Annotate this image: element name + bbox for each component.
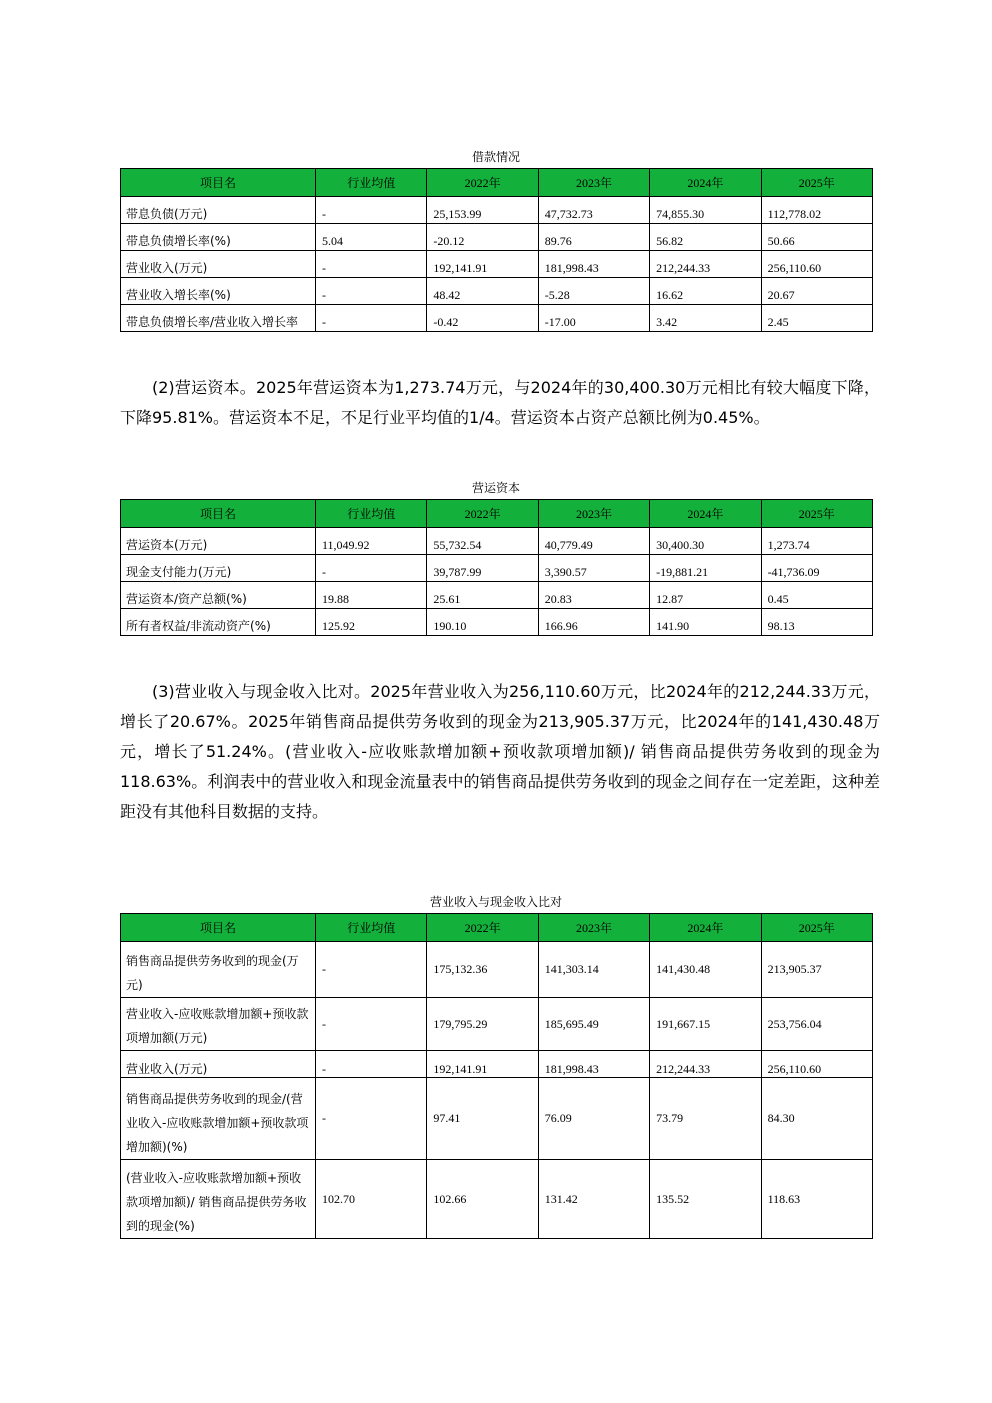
table-row	[121, 998, 873, 1051]
cell-2024: 191,667.15	[650, 998, 761, 1051]
header-2025: 2025年	[761, 500, 872, 528]
table-row	[121, 555, 873, 582]
cell-2024: 74,855.30	[650, 197, 761, 224]
cell-industry-avg: -	[316, 1078, 427, 1160]
cell-2024: 212,244.33	[650, 1051, 761, 1078]
header-2025: 2025年	[761, 914, 872, 942]
cell-2024: 141,430.48	[650, 942, 761, 998]
cell-industry-avg: 125.92	[316, 609, 427, 636]
cell-2023: 3,390.57	[538, 555, 649, 582]
table-row	[121, 305, 873, 332]
row-label: 带息负债(万元)	[121, 197, 316, 224]
cell-2025: 213,905.37	[761, 942, 872, 998]
cell-industry-avg: 5.04	[316, 224, 427, 251]
cell-industry-avg: 11,049.92	[316, 528, 427, 555]
cell-2025: 1,273.74	[761, 528, 872, 555]
cell-2024: 12.87	[650, 582, 761, 609]
cell-industry-avg: -	[316, 555, 427, 582]
borrowing-table	[120, 168, 873, 332]
cell-2025: 2.45	[761, 305, 872, 332]
cell-2022: 25.61	[427, 582, 538, 609]
cell-2022: 179,795.29	[427, 998, 538, 1051]
table-header-row	[121, 914, 873, 942]
revenue-cash-table	[120, 913, 873, 1239]
header-item-name: 项目名	[121, 169, 316, 197]
cell-2025: 50.66	[761, 224, 872, 251]
table-row	[121, 278, 873, 305]
table-row	[121, 1051, 873, 1078]
cell-industry-avg: 102.70	[316, 1160, 427, 1239]
cell-industry-avg: -	[316, 942, 427, 998]
cell-2023: 131.42	[538, 1160, 649, 1239]
cell-2023: 181,998.43	[538, 251, 649, 278]
cell-2023: 181,998.43	[538, 1051, 649, 1078]
cell-2022: 39,787.99	[427, 555, 538, 582]
header-industry-avg: 行业均值	[316, 914, 427, 942]
cell-2025: 253,756.04	[761, 998, 872, 1051]
row-label: 现金支付能力(万元)	[121, 555, 316, 582]
cell-2024: 73.79	[650, 1078, 761, 1160]
cell-2022: 192,141.91	[427, 1051, 538, 1078]
table-row	[121, 224, 873, 251]
header-item-name: 项目名	[121, 500, 316, 528]
cell-2022: 55,732.54	[427, 528, 538, 555]
header-2022: 2022年	[427, 169, 538, 197]
row-label: 营业收入(万元)	[121, 251, 316, 278]
row-label: 营业收入(万元)	[121, 1051, 316, 1078]
header-2022: 2022年	[427, 500, 538, 528]
cell-2023: 141,303.14	[538, 942, 649, 998]
cell-2023: 166.96	[538, 609, 649, 636]
table-row	[121, 1078, 873, 1160]
header-2024: 2024年	[650, 914, 761, 942]
row-label: 带息负债增长率/营业收入增长率	[121, 305, 316, 332]
cell-industry-avg: -	[316, 1051, 427, 1078]
header-industry-avg: 行业均值	[316, 169, 427, 197]
table-row	[121, 942, 873, 998]
header-2023: 2023年	[538, 169, 649, 197]
row-label: 营运资本/资产总额(%)	[121, 582, 316, 609]
cell-2023: 185,695.49	[538, 998, 649, 1051]
row-label: 销售商品提供劳务收到的现金(万元)	[121, 942, 316, 998]
table-header-row	[121, 169, 873, 197]
cell-2022: 102.66	[427, 1160, 538, 1239]
table-row	[121, 197, 873, 224]
working-capital-table	[120, 499, 873, 636]
cell-2023: 47,732.73	[538, 197, 649, 224]
header-2024: 2024年	[650, 500, 761, 528]
cell-2023: -17.00	[538, 305, 649, 332]
cell-2022: 25,153.99	[427, 197, 538, 224]
cell-2025: 20.67	[761, 278, 872, 305]
table-row	[121, 582, 873, 609]
cell-industry-avg: -	[316, 278, 427, 305]
header-2023: 2023年	[538, 500, 649, 528]
table-row	[121, 1160, 873, 1239]
header-2025: 2025年	[761, 169, 872, 197]
cell-2024: -19,881.21	[650, 555, 761, 582]
cell-2024: 135.52	[650, 1160, 761, 1239]
cell-2025: -41,736.09	[761, 555, 872, 582]
row-label: (营业收入-应收账款增加额+预收款项增加额)/ 销售商品提供劳务收到的现金(%)	[121, 1160, 316, 1239]
cell-2023: 89.76	[538, 224, 649, 251]
cell-2022: 97.41	[427, 1078, 538, 1160]
header-2022: 2022年	[427, 914, 538, 942]
cell-2023: 40,779.49	[538, 528, 649, 555]
header-item-name: 项目名	[121, 914, 316, 942]
row-label: 所有者权益/非流动资产(%)	[121, 609, 316, 636]
cell-2023: 20.83	[538, 582, 649, 609]
cell-2025: 256,110.60	[761, 1051, 872, 1078]
cell-2024: 3.42	[650, 305, 761, 332]
row-label: 营业收入-应收账款增加额+预收款项增加额(万元)	[121, 998, 316, 1051]
cell-2024: 212,244.33	[650, 251, 761, 278]
cell-2025: 0.45	[761, 582, 872, 609]
table-row	[121, 528, 873, 555]
cell-2022: -20.12	[427, 224, 538, 251]
header-2023: 2023年	[538, 914, 649, 942]
cell-2025: 84.30	[761, 1078, 872, 1160]
cell-2022: 190.10	[427, 609, 538, 636]
cell-2024: 56.82	[650, 224, 761, 251]
row-label: 营业收入增长率(%)	[121, 278, 316, 305]
cell-2024: 16.62	[650, 278, 761, 305]
cell-industry-avg: -	[316, 251, 427, 278]
row-label: 销售商品提供劳务收到的现金/(营业收入-应收账款增加额+预收款项增加额)(%)	[121, 1078, 316, 1160]
cell-industry-avg: -	[316, 998, 427, 1051]
table3-caption: 营业收入与现金收入比对	[429, 895, 562, 909]
cell-industry-avg: 19.88	[316, 582, 427, 609]
cell-2023: 76.09	[538, 1078, 649, 1160]
header-industry-avg: 行业均值	[316, 500, 427, 528]
cell-industry-avg: -	[316, 305, 427, 332]
revenue-cash-paragraph: (3)营业收入与现金收入比对。2025年营业收入为256,110.60万元，比2024年的212,244.33万元，增长了20.67%。2025年销售商品提供劳务收到的现金为213,905.37万元，比2024年的141,430.48万元，增长了51.24%。(营业收入-应收账款增加额+预收款项增加额)/ 销售商品提供劳务收到的现金为118.63%。利润表中的营业收入和现金流量表中的销售商品提供劳务收到的现金之间存在一定差距，这种差距没有其他科目数据的支持。	[120, 682, 880, 821]
cell-2023: -5.28	[538, 278, 649, 305]
cell-2025: 112,778.02	[761, 197, 872, 224]
header-2024: 2024年	[650, 169, 761, 197]
table-header-row	[121, 500, 873, 528]
working-capital-paragraph: (2)营运资本。2025年营运资本为1,273.74万元，与2024年的30,400.30万元相比有较大幅度下降，下降95.81%。营运资本不足，不足行业平均值的1/4。营运资本占资产总额比例为0.45%。	[120, 378, 880, 427]
cell-2024: 30,400.30	[650, 528, 761, 555]
table2-caption: 营运资本	[471, 481, 520, 495]
row-label: 营运资本(万元)	[121, 528, 316, 555]
cell-2022: 175,132.36	[427, 942, 538, 998]
row-label: 带息负债增长率(%)	[121, 224, 316, 251]
table-row	[121, 609, 873, 636]
table-row	[121, 251, 873, 278]
cell-2022: -0.42	[427, 305, 538, 332]
cell-2025: 256,110.60	[761, 251, 872, 278]
cell-2025: 98.13	[761, 609, 872, 636]
cell-2025: 118.63	[761, 1160, 872, 1239]
cell-2022: 192,141.91	[427, 251, 538, 278]
cell-2022: 48.42	[427, 278, 538, 305]
table1-caption: 借款情况	[471, 150, 520, 164]
cell-industry-avg: -	[316, 197, 427, 224]
cell-2024: 141.90	[650, 609, 761, 636]
